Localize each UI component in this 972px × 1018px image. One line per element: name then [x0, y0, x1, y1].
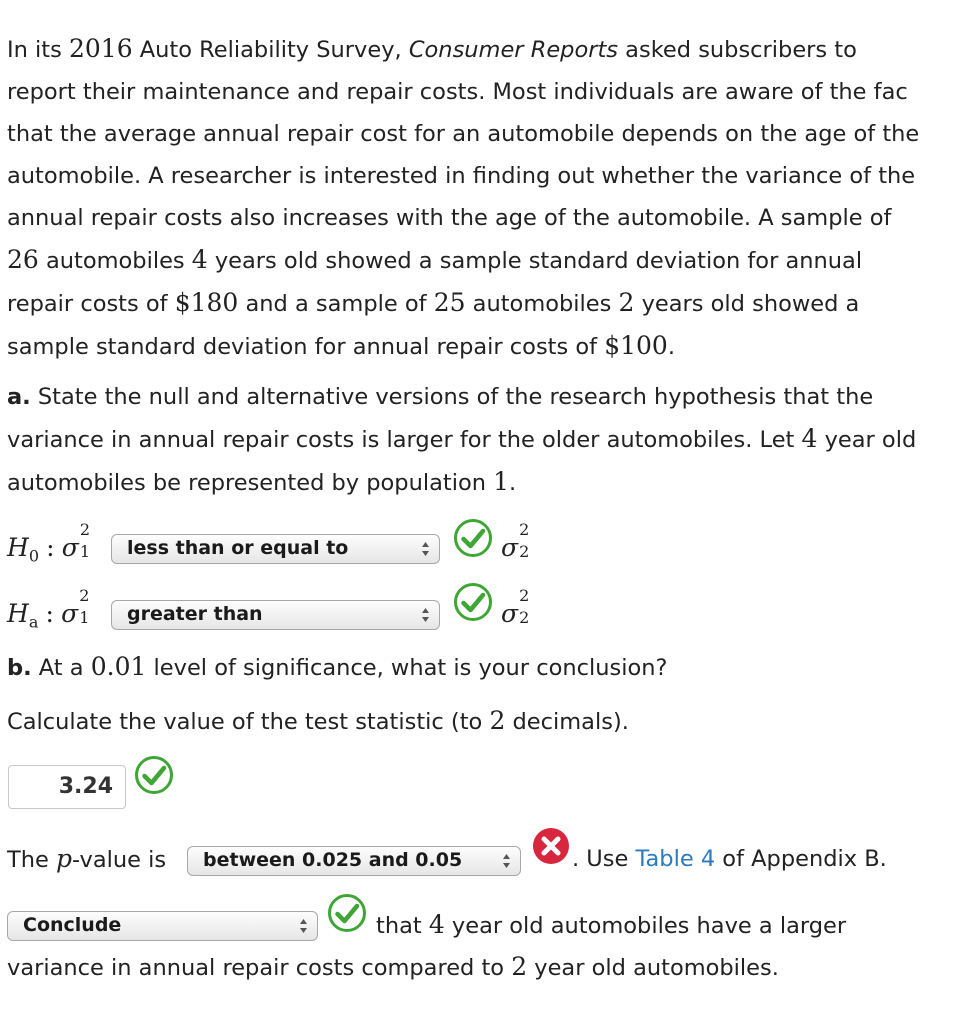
text-line: automobile. A researcher is interested in finding out whether the variance of the — [7, 163, 916, 189]
pvalue-reference: . Use Table 4 of Appendix B. — [572, 846, 887, 872]
text-line: repair costs of $180 and a sample of 25 automobiles 2 years old showed a — [7, 288, 860, 317]
text-line: report their maintenance and repair costs. Most individuals are aware of the fac — [7, 79, 908, 105]
part-b-text: b. At a 0.01 level of significance, what is your conclusion? — [7, 652, 668, 681]
incorrect-x-icon — [531, 826, 571, 866]
alt-hypothesis-select[interactable]: greater than — [111, 600, 440, 630]
text-line: sample standard deviation for annual repair costs of $100. — [7, 331, 675, 360]
correct-check-icon — [134, 755, 174, 795]
text-line: a. State the null and alternative versions of the research hypothesis that the — [7, 384, 874, 410]
null-hypothesis-rhs: σ 2 2 — [501, 520, 530, 562]
text-line: that the average annual repair cost for an automobile depends on the age of the — [7, 121, 920, 147]
correct-check-icon — [453, 582, 493, 622]
test-statistic-input[interactable]: 3.24 — [8, 765, 126, 809]
text-line: In its 2016 Auto Reliability Survey, Consumer Reports asked subscribers to — [7, 34, 857, 63]
null-hypothesis-select[interactable]: less than or equal to — [111, 534, 440, 564]
select-arrows-icon — [421, 605, 430, 625]
conclusion-select[interactable]: Conclude — [7, 911, 318, 941]
select-arrows-icon — [421, 539, 430, 559]
part-label: b. — [7, 655, 32, 681]
text-line: variance in annual repair costs is larger for the older automobiles. Let 4 year old — [7, 424, 917, 453]
alt-hypothesis-rhs: σ 2 2 — [501, 586, 530, 628]
text-line: automobiles be represented by population 1. — [7, 467, 517, 496]
correct-check-icon — [327, 893, 367, 933]
correct-check-icon — [453, 518, 493, 558]
conclusion-text: that 4 year old automobiles have a larger — [376, 910, 847, 939]
pvalue-select[interactable]: between 0.025 and 0.05 — [187, 846, 521, 876]
pvalue-label: The p-value is — [7, 844, 167, 873]
alt-hypothesis-label: $H_a$ : σ 2 1 — [7, 586, 90, 632]
text-line: annual repair costs also increases with the age of the automobile. A sample of — [7, 205, 892, 231]
text-line: 26 automobiles 4 years old showed a sample standard deviation for annual — [7, 245, 863, 274]
null-hypothesis-label: $H_0$ : σ 2 1 — [7, 520, 91, 566]
select-arrows-icon — [502, 851, 511, 871]
part-a-text — [7, 376, 972, 504]
problem-text — [7, 28, 972, 368]
part-label: a. — [7, 384, 31, 410]
calc-instruction: Calculate the value of the test statistic (to 2 decimals). — [7, 706, 629, 735]
table-4-link[interactable]: Table 4 — [635, 846, 716, 872]
select-arrows-icon — [299, 916, 308, 936]
conclusion-text-cont: variance in annual repair costs compared to 2 year old automobiles. — [7, 952, 779, 981]
